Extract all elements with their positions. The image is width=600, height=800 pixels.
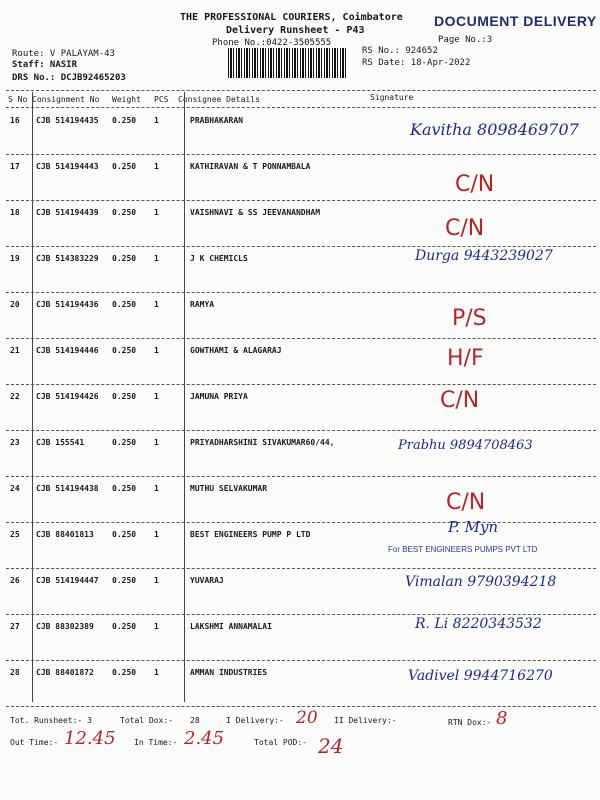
- table-row: [0, 156, 600, 202]
- row-consignment-no: CJB 514194438: [36, 484, 99, 493]
- table-row: [0, 110, 600, 156]
- document-delivery-label: DOCUMENT DELIVERY: [434, 13, 597, 29]
- col-sno: S No: [8, 95, 28, 104]
- col-weight: Weight: [112, 95, 141, 104]
- row-consignee: BEST ENGINEERS PUMP P LTD: [190, 530, 311, 539]
- row-signature: C/N: [445, 216, 485, 241]
- row-signature: C/N: [440, 388, 480, 413]
- total-pod-value: 24: [318, 734, 344, 758]
- row-consignment-no: CJB 514383229: [36, 254, 99, 263]
- rtn-dox-label: RTN Dox:-: [448, 718, 492, 727]
- divider: [6, 660, 596, 661]
- row-weight: 0.250: [112, 438, 137, 447]
- row-weight: 0.250: [112, 162, 137, 171]
- divider: [6, 568, 596, 569]
- row-weight: 0.250: [112, 392, 137, 401]
- row-consignee: J K CHEMICLS: [190, 254, 248, 263]
- in-time-value: 2.45: [184, 728, 225, 749]
- table-row: [0, 294, 600, 340]
- row-sno: 17: [10, 162, 20, 171]
- col-signature: Signature: [370, 93, 414, 102]
- row-consignment-no: CJB 88401813: [36, 530, 94, 539]
- divider: [6, 200, 596, 201]
- row-sno: 19: [10, 254, 20, 263]
- row-sno: 24: [10, 484, 20, 493]
- divider: [6, 522, 596, 523]
- row-weight: 0.250: [112, 668, 137, 677]
- row-sno: 26: [10, 576, 20, 585]
- table-row: [0, 478, 600, 524]
- tot-runsheet: Tot. Runsheet:- 3: [10, 716, 92, 725]
- divider: [6, 476, 596, 477]
- row-sno: 16: [10, 116, 20, 125]
- divider: [6, 706, 596, 707]
- staff: Staff: NASIR: [12, 60, 78, 70]
- rtn-dox-value: 8: [496, 708, 508, 729]
- row-sno: 28: [10, 668, 20, 677]
- row-weight: 0.250: [112, 254, 137, 263]
- row-consignment-no: CJB 514194426: [36, 392, 99, 401]
- row-weight: 0.250: [112, 576, 137, 585]
- row-weight: 0.250: [112, 208, 137, 217]
- in-time-label: In Time:-: [134, 738, 178, 747]
- col-pcs: PCS: [154, 95, 169, 104]
- row-sno: 21: [10, 346, 20, 355]
- row-signature: C/N: [446, 490, 486, 515]
- row-consignee: VAISHNAVI & SS JEEVANANDHAM: [190, 208, 321, 217]
- row-sno: 27: [10, 622, 20, 631]
- rs-date: RS Date: 18-Apr-2022: [362, 58, 471, 68]
- divider: [6, 107, 596, 108]
- row-sno: 25: [10, 530, 20, 539]
- row-signature: Vimalan 9790394218: [405, 574, 557, 590]
- row-signature: C/N: [455, 172, 495, 197]
- divider: [6, 246, 596, 247]
- row-sno: 20: [10, 300, 20, 309]
- i-delivery-value: 20: [296, 708, 318, 728]
- row-weight: 0.250: [112, 300, 137, 309]
- table-row: [0, 340, 600, 386]
- rs-number: RS No.: 924652: [362, 46, 438, 56]
- col-consignment: Consignment No: [32, 95, 100, 104]
- row-pcs: 1: [154, 300, 159, 309]
- row-signature: P/S: [452, 306, 487, 331]
- row-pcs: 1: [154, 438, 159, 447]
- row-pcs: 1: [154, 530, 159, 539]
- runsheet-title: Delivery Runsheet - P43: [226, 25, 365, 36]
- row-consignment-no: CJB 514194436: [36, 300, 99, 309]
- company-title: THE PROFESSIONAL COURIERS, Coimbatore: [180, 12, 403, 23]
- row-pcs: 1: [154, 162, 159, 171]
- row-sno: 23: [10, 438, 20, 447]
- ii-delivery-label: II Delivery:-: [334, 716, 397, 725]
- row-weight: 0.250: [112, 484, 137, 493]
- table-row: [0, 432, 600, 478]
- row-consignment-no: CJB 514194435: [36, 116, 99, 125]
- divider: [6, 154, 596, 155]
- barcode: [228, 48, 348, 78]
- total-pod-label: Total POD:-: [254, 738, 307, 747]
- row-consignment-no: CJB 514194446: [36, 346, 99, 355]
- divider: [6, 614, 596, 615]
- row-consignee: MUTHU SELVAKUMAR: [190, 484, 268, 493]
- i-delivery-label: I Delivery:-: [226, 716, 284, 725]
- row-signature: Prabhu 9894708463: [398, 438, 533, 453]
- drs-number: DRS No.: DCJB92465203: [12, 73, 126, 83]
- row-pcs: 1: [154, 208, 159, 217]
- row-pcs: 1: [154, 346, 159, 355]
- table-row: [0, 662, 600, 708]
- row-weight: 0.250: [112, 530, 137, 539]
- table-row: [0, 202, 600, 248]
- out-time-label: Out Time:-: [10, 738, 59, 747]
- row-consignment-no: CJB 514194447: [36, 576, 99, 585]
- row-consignment-no: CJB 514194443: [36, 162, 99, 171]
- row-sno: 18: [10, 208, 20, 217]
- row-sno: 22: [10, 392, 20, 401]
- col-consignee: Consignee Details: [178, 95, 260, 104]
- total-dox-value: 28: [190, 716, 200, 725]
- row-consignee: PRIYADHARSHINI SIVAKUMAR60/44,: [190, 438, 335, 447]
- row-pcs: 1: [154, 668, 159, 677]
- row-signature: Vadivel 9944716270: [408, 668, 553, 684]
- row-consignment-no: CJB 155541: [36, 438, 85, 447]
- row-pcs: 1: [154, 254, 159, 263]
- row-pcs: 1: [154, 484, 159, 493]
- company-stamp: For BEST ENGINEERS PUMPS PVT LTD: [388, 545, 538, 554]
- divider: [6, 430, 596, 431]
- divider: [6, 338, 596, 339]
- phone-number: Phone No.:0422-3505555: [212, 38, 332, 48]
- row-consignee: YUVARAJ: [190, 576, 224, 585]
- row-weight: 0.250: [112, 622, 137, 631]
- total-dox-label: Total Dox:-: [120, 716, 173, 725]
- row-consignee: JAMUNA PRIYA: [190, 392, 248, 401]
- page-number: Page No.:3: [438, 35, 493, 45]
- row-signature: H/F: [447, 346, 484, 371]
- row-pcs: 1: [154, 576, 159, 585]
- row-consignee: RAMYA: [190, 300, 215, 309]
- divider: [6, 384, 596, 385]
- divider: [6, 90, 596, 91]
- row-signature: Kavitha 8098469707: [410, 120, 579, 139]
- row-consignment-no: CJB 88401872: [36, 668, 94, 677]
- divider: [6, 292, 596, 293]
- row-consignment-no: CJB 88302389: [36, 622, 94, 631]
- row-consignment-no: CJB 514194439: [36, 208, 99, 217]
- row-consignee: AMMAN INDUSTRIES: [190, 668, 268, 677]
- row-weight: 0.250: [112, 346, 137, 355]
- row-pcs: 1: [154, 392, 159, 401]
- row-signature: Durga 9443239027: [415, 248, 553, 264]
- table-row: [0, 570, 600, 616]
- row-consignee: KATHIRAVAN & T PONNAMBALA: [190, 162, 311, 171]
- row-pcs: 1: [154, 116, 159, 125]
- row-pcs: 1: [154, 622, 159, 631]
- row-signature: R. Li 8220343532: [415, 616, 542, 632]
- out-time-value: 12.45: [64, 728, 116, 749]
- table-row: [0, 386, 600, 432]
- row-consignee: PRABHAKARAN: [190, 116, 243, 125]
- row-weight: 0.250: [112, 116, 137, 125]
- route: Route: V PALAYAM-43: [12, 49, 115, 59]
- row-consignee: GOWTHAMI & ALAGARAJ: [190, 346, 282, 355]
- row-consignee: LAKSHMI ANNAMALAI: [190, 622, 272, 631]
- row-signature: P. Myn: [448, 518, 499, 536]
- table-row: [0, 248, 600, 294]
- table-row: [0, 616, 600, 662]
